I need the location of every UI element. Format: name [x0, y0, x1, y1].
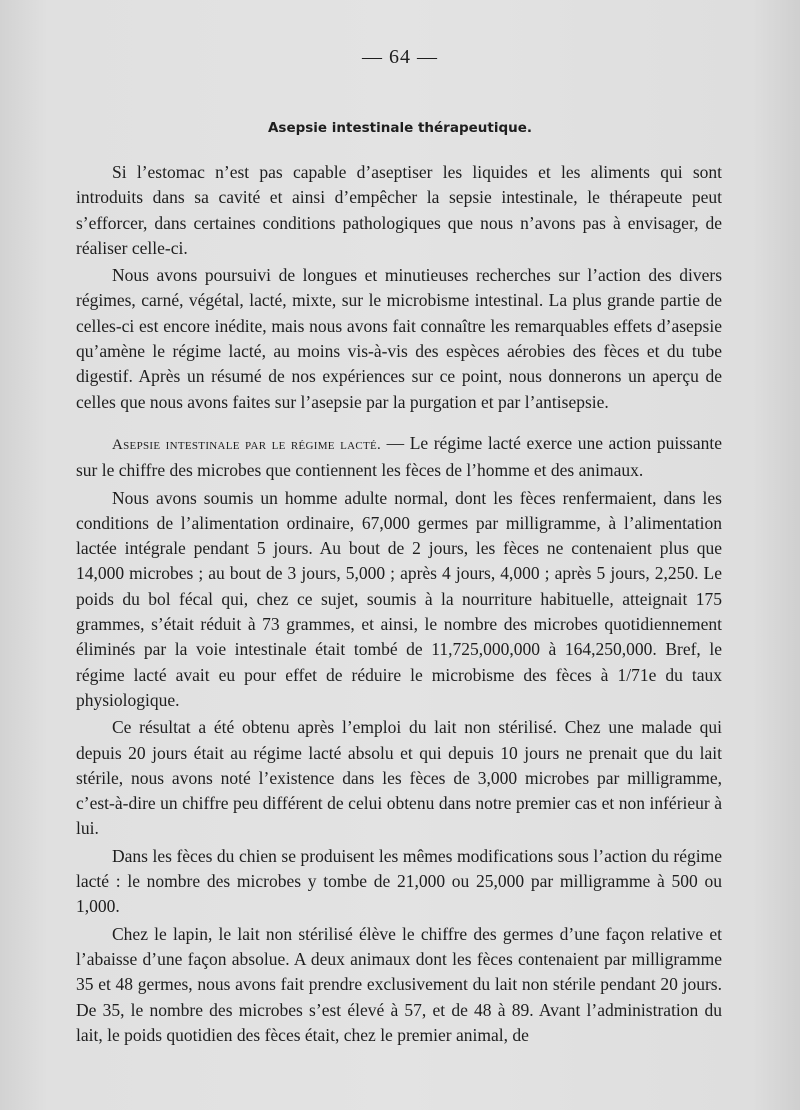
subsection-heading: Asepsie intestinale par le régime lacté.: [112, 436, 382, 453]
paragraph-6: Dans les fèces du chien se produisent les mêmes modifications sous l’action du régime lacté : le nombre des microbes y tombe de 21,000 ou 25,000 par milligramme à 500 ou 1,000.: [76, 845, 722, 917]
page-number: — 64 —: [362, 46, 438, 68]
paragraph-1: Si l’estomac n’est pas capable d’aseptiser les liquides et les aliments qui sont introduits dans sa cavité et ainsi d’empêcher la sepsie intestinale, le thérapeute peut s’efforcer, dans certaines conditions pathologiques que nous n’avons pas à envisager, de réaliser celle-ci.: [76, 162, 722, 258]
section-heading: Asepsie intestinale thérapeutique.: [267, 120, 533, 136]
body-text: [76, 160, 722, 1050]
paragraph-2: Nous avons poursuivi de longues et minutieuses recherches sur l’action des divers régimes, carné, végétal, lacté, mixte, sur le microbisme intestinal. La plus grande partie de celles-ci est encore inédite, mais nous avons fait connaître les remarquables effets d’asepsie qu’amène le régime lacté, au moins vis-à-vis des espèces aérobies des fèces et du tube digestif. Après un résumé de nos expériences sur ce point, nous donnerons un aperçu de celles que nous avons faites sur l’asepsie par la purgation et par l’antisepsie.: [76, 265, 722, 412]
paragraph-3-text: — Le régime lacté exerce une action puissante sur le chiffre des microbes que contiennent les fèces de l’homme et des animaux.: [76, 432, 722, 481]
paragraph-5: Ce résultat a été obtenu après l’emploi du lait non stérilisé. Chez une malade qui depuis 20 jours était au régime lacté absolu et qui depuis 10 jours ne prenait que du lait stérile, nous avons noté l’existence dans les fèces de 3,000 microbes par milligramme, c’est-à-dire un chiffre peu différent de celui obtenu dans notre premier cas et non inférieur à lui.: [76, 717, 722, 839]
paragraph-4: Nous avons soumis un homme adulte normal, dont les fèces renfermaient, dans les conditions de l’alimentation ordinaire, 67,000 germes par milligramme, à l’alimentation lactée intégrale pendant 5 jours. Au bout de 2 jours, les fèces ne contenaient plus que 14,000 microbes ; au bout de 3 jours, 5,000 ; après 4 jours, 4,000 ; après 5 jours, 2,250. Le poids du bol fécal qui, chez ce sujet, soumis à la nourriture habituelle, atteignait 175 grammes, s’était réduit à 73 grammes, et ainsi, le nombre des microbes quotidiennement éliminés par la voie intestinale était tombé de 11,725,000,000 à 164,250,000. Bref, le régime lacté avait eu pour effet de réduire le microbisme des fèces à 1/71e du taux physiologique.: [76, 487, 722, 710]
paragraph-7: Chez le lapin, le lait non stérilisé élève le chiffre des germes d’une façon relative et l’abaisse d’une façon absolue. A deux animaux dont les fèces contenaient par milligramme 35 et 48 germes, nous avons fait prendre exclusivement du lait non stérile pendant 20 jours. De 35, le nombre des microbes s’est élevé à 57, et de 48 à 89. Avant l’administration du lait, le poids quotidien des fèces était, chez le premier animal, de: [76, 923, 722, 1045]
paragraph-3: [76, 431, 722, 484]
